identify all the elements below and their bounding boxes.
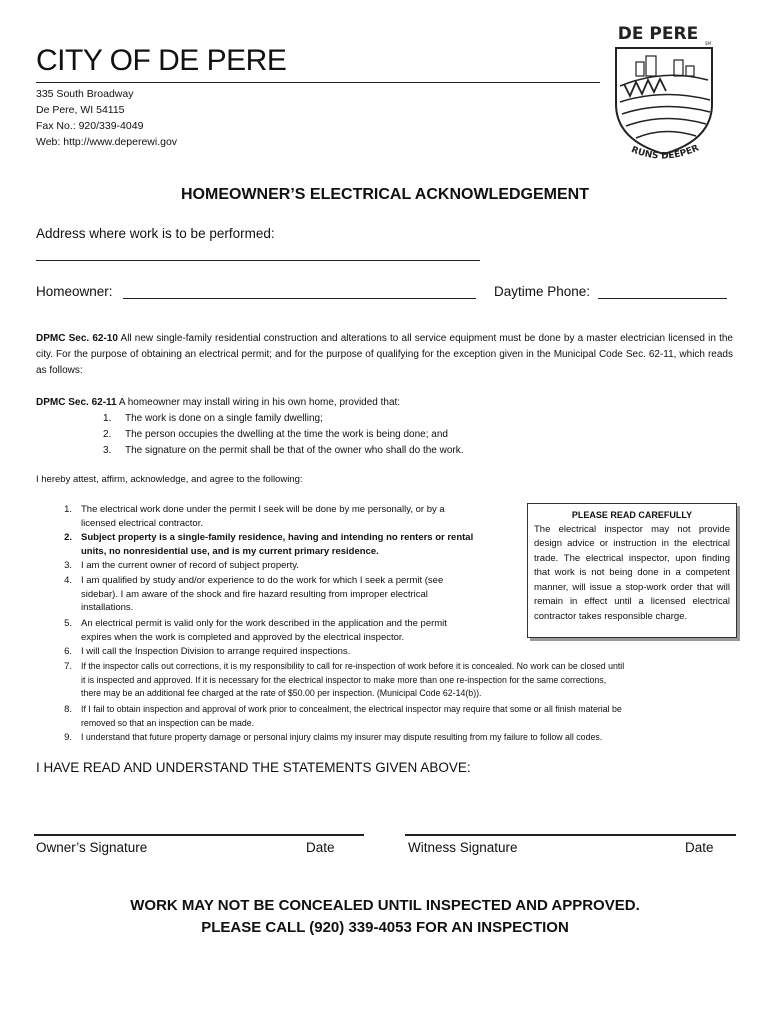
witness-date-label: Date <box>685 840 714 855</box>
dpmc-62-10-paragraph <box>36 331 733 379</box>
address-line: 335 South Broadway <box>36 88 134 100</box>
logo-text: DE PERE <box>617 24 699 44</box>
logo-sm: SM <box>705 41 711 46</box>
witness-signature-line[interactable] <box>405 834 736 836</box>
homeowner-input-line[interactable] <box>123 298 476 299</box>
city-title: CITY OF DE PERE <box>36 44 287 77</box>
web-line: Web: http://www.deperewi.gov <box>36 136 178 148</box>
dpmc-62-11-text: A homeowner may install wiring in his own home, provided that: <box>116 397 401 408</box>
de-pere-logo <box>606 22 724 172</box>
document-title: HOMEOWNER’S ELECTRICAL ACKNOWLEDGEMENT <box>181 186 589 203</box>
list-item: 2. The person occupies the dwelling at the time the work is being done; and <box>103 429 448 440</box>
dpmc-62-10-ref: DPMC Sec. 62-10 <box>36 333 118 344</box>
address-label: Address where work is to be performed: <box>36 226 275 241</box>
dpmc-62-10-text: All new single-family residential construction and alterations to all service equipment must be done by a master electrician licensed in the city. For the purpose of obtaining an electrical permit; and for the purpose of qualifying for the exception given in the Municipal Code Sec. 62-11, which reads as follows: <box>36 333 733 376</box>
sidebar-heading: PLEASE READ CAREFULLY <box>571 510 693 520</box>
logo-tagline: RUNS DEEPER <box>629 143 701 162</box>
list-item: 1. The work is done on a single family dwelling; <box>103 413 323 424</box>
dpmc-62-11-ref: DPMC Sec. 62-11 <box>36 397 117 408</box>
please-read-sidebar <box>527 503 737 638</box>
daytime-phone-label: Daytime Phone: <box>494 284 591 299</box>
witness-signature-label: Witness Signature <box>408 840 518 855</box>
sidebar-text: The electrical inspector may not provide design advice or instruction in the electrical trade. The electrical inspector, upon finding that work is not being done in a competent manner, will issue a stop-work order that will remain in effect until a licensed electrical contractor takes responsible charge. <box>534 523 730 622</box>
footer-warning: WORK MAY NOT BE CONCEALED UNTIL INSPECTED AND APPROVED. <box>130 897 640 914</box>
attest-line: I hereby attest, affirm, acknowledge, and agree to the following: <box>36 474 303 485</box>
footer-call: PLEASE CALL (920) 339-4053 FOR AN INSPECTION <box>201 919 569 936</box>
svg-text:RUNS DEEPER <box>630 143 701 161</box>
declaration: I HAVE READ AND UNDERSTAND THE STATEMENTS GIVEN ABOVE: <box>36 760 471 775</box>
homeowner-label: Homeowner: <box>36 284 113 299</box>
dpmc-62-11-paragraph <box>36 395 733 411</box>
owner-signature-line[interactable] <box>34 834 364 836</box>
daytime-phone-input-line[interactable] <box>598 298 727 299</box>
title-rule <box>36 82 600 83</box>
list-item: 3. The signature on the permit shall be that of the owner who shall do the work. <box>103 445 464 456</box>
owner-date-label: Date <box>306 840 335 855</box>
owner-signature-label: Owner’s Signature <box>36 840 148 855</box>
fax-line: Fax No.: 920/339-4049 <box>36 120 144 132</box>
address-line: De Pere, WI 54115 <box>36 104 125 116</box>
address-input-line[interactable] <box>36 260 480 261</box>
